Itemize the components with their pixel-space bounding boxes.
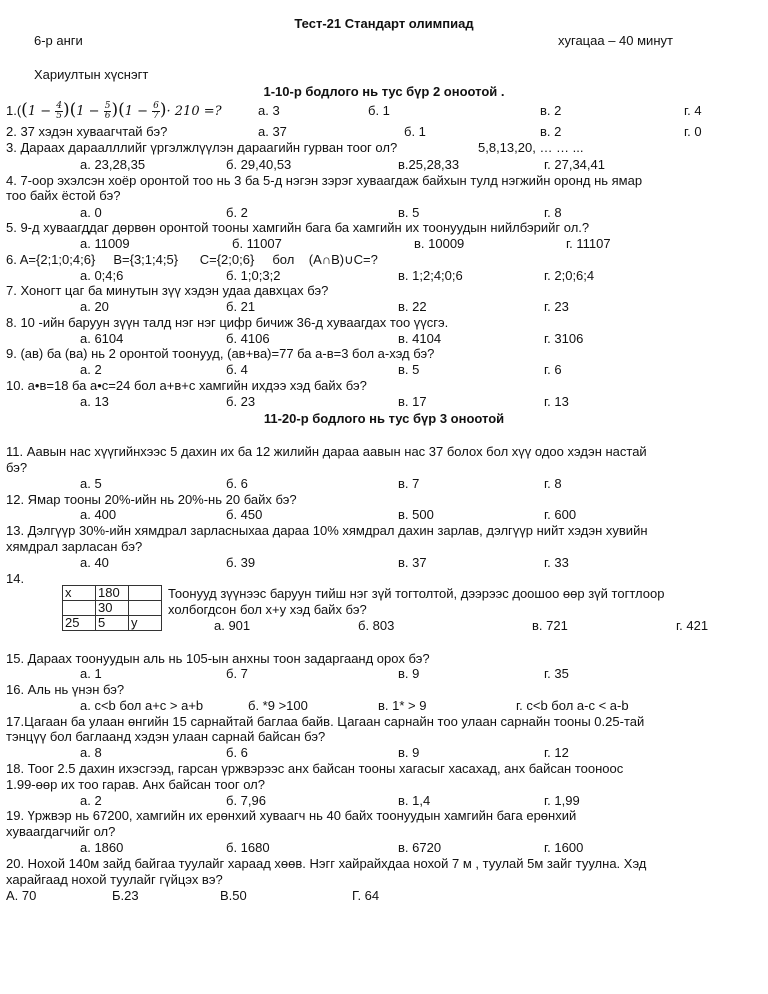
q9-option-d: г. 6 [544,362,562,377]
q7-option-d: г. 23 [544,299,569,314]
q8-option-b: б. 4106 [226,331,270,346]
q2-option-b: б. 1 [404,124,426,139]
q4-option-a: а. 0 [80,205,102,220]
q6-option-b: б. 1;0;3;2 [226,268,281,283]
grid-cell: x [63,586,96,601]
question-15: 15. Дараах тоонуудын аль нь 105-ын анхны тоон задаргаанд орох бэ? [6,651,430,666]
question-7: 7. Хоногт цаг ба минутын зүү хэдэн удаа давхцах бэ? [6,283,329,298]
question-10: 10. а•в=18 ба а•с=24 бол а+в+с хамгийн ихдээ хэд байх бэ? [6,378,367,393]
grade-label: 6-р анги [34,33,83,48]
q15-option-c: в. 9 [398,666,420,681]
q14-option-d: г. 421 [676,618,709,633]
grid-cell [129,601,162,616]
q15-option-b: б. 7 [226,666,248,681]
question-14-cont: холбогдсон бол x+y хэд байх бэ? [168,602,367,617]
q10-option-b: б. 23 [226,394,256,409]
q12-option-d: г. 600 [544,507,577,522]
q12-option-a: а. 400 [80,507,117,522]
q12-option-c: в. 500 [398,507,434,522]
question-18-cont: 1.99-өөр их тоо гарав. Анх байсан тоог ол? [6,777,265,792]
q6-option-c: в. 1;2;4;0;6 [398,268,463,283]
q3-option-a: а. 23,28,35 [80,157,146,172]
q14-option-a: а. 901 [214,618,251,633]
q20-option-c: В.50 [220,888,247,903]
q20-option-a: А. 70 [6,888,37,903]
q19-option-d: г. 1600 [544,840,584,855]
question-11: 11. Аавын нас хүүгийнхээс 5 дахин их ба 12 жилийн дараа аавын нас 37 болох бол хүү одоо хэдэн настай [6,444,647,459]
grid-cell: y [129,616,162,631]
question-8: 8. 10 -ийн баруун зүүн талд нэг нэг цифр бичиж 36-д хуваагдах тоо үүсгэ. [6,315,449,330]
q11-option-c: в. 7 [398,476,420,491]
answer-sheet-label: Хариултын хүснэгт [34,67,149,82]
q11-option-d: г. 8 [544,476,562,491]
q3-option-c: в.25,28,33 [398,157,460,172]
q17-option-c: в. 9 [398,745,420,760]
question-5: 5. 9-д хуваагддаг дөрвөн оронтой тооны хамгийн бага ба хамгийн их тоонуудын нийлбэрийг ол.? [6,220,590,235]
question-6: 6. A={2;1;0;4;6} B={3;1;4;5} C={2;0;6} бол (A∩B)∪C=? [6,252,378,267]
q19-option-b: б. 1680 [226,840,270,855]
q3-option-d: г. 27,34,41 [544,157,605,172]
q7-option-c: в. 22 [398,299,427,314]
q13-option-b: б. 39 [226,555,256,570]
question-4-cont: тоо байх ёстой бэ? [6,188,121,203]
q16-option-d: г. c<b бол a-c < a-b [516,698,629,713]
q4-option-b: б. 2 [226,205,248,220]
q2-option-a: а. 37 [258,124,287,139]
q9-option-a: а. 2 [80,362,102,377]
question-12: 12. Ямар тооны 20%-ийн нь 20%-нь 20 байх бэ? [6,492,297,507]
question-14: 14. [6,571,25,586]
question-4: 4. 7-оор эхэлсэн хоёр оронтой тоо нь 3 ба 5-д нэгэн зэрэг хуваагдаж байхын тулд нэгжийн оронд нь ямар [6,173,643,188]
q4-option-c: в. 5 [398,205,420,220]
q3-sequence: 5,8,13,20, … … ... [478,140,584,155]
grid-cell [129,586,162,601]
grid-cell: 5 [96,616,129,631]
q17-option-b: б. 6 [226,745,248,760]
question-16: 16. Аль нь үнэн бэ? [6,682,125,697]
q18-option-a: а. 2 [80,793,102,808]
q17-option-d: г. 12 [544,745,569,760]
q7-option-b: б. 21 [226,299,256,314]
q4-option-d: г. 8 [544,205,562,220]
q3-option-b: б. 29,40,53 [226,157,292,172]
q17-option-a: а. 8 [80,745,102,760]
q8-option-c: в. 4104 [398,331,442,346]
q2-option-d: г. 0 [684,124,702,139]
q15-option-d: г. 35 [544,666,569,681]
q1-option-d: г. 4 [684,103,702,118]
q6-option-d: г. 2;0;6;4 [544,268,595,283]
duration-label: хугацаа – 40 минут [558,33,673,48]
q9-option-b: б. 4 [226,362,248,377]
fraction-6-7: $\frac{6}{7}$ [153,101,159,122]
q10-option-a: а. 13 [80,394,109,409]
grid-cell: 180 [96,586,129,601]
q6-option-a: а. 0;4;6 [80,268,124,283]
grid-cell [63,601,96,616]
fraction-5-6: $\frac{5}{6}$ [104,101,111,122]
q1-option-c: в. 2 [540,103,562,118]
question-2: 2. 37 хэдэн хуваагчтай бэ? [6,124,168,139]
q7-option-a: а. 20 [80,299,109,314]
q2-option-c: в. 2 [540,124,562,139]
q16-option-b: б. *9 >100 [248,698,308,713]
question-1: 1.((1 − $\frac{4}{5}$ )(1 − $\frac{5}{6}$ )(1 − $\frac{6}{7}$ )· 210 =? [6,100,222,122]
q5-option-a: а. 11009 [80,236,130,251]
q14-option-b: б. 803 [358,618,395,633]
q9-option-c: в. 5 [398,362,420,377]
q18-option-d: г. 1,99 [544,793,580,808]
question-17-cont: тэнцүү бол баглаанд хэдэн улаан сарнай байсан бэ? [6,729,326,744]
grid-cell: 30 [96,601,129,616]
question-11-cont: бэ? [6,460,28,475]
question-13: 13. Дэлгүүр 30%-ийн хямдрал зарласныхаа дараа 10% хямдрал дахин зарлав, дэлгүүр нийт хэдэн хувийн [6,523,648,538]
question-9: 9. (ав) ба (ва) нь 2 оронтой тоонууд, (ав+ва)=77 ба а-в=3 бол а-хэд бэ? [6,346,435,361]
q5-option-d: г. 11107 [566,236,611,251]
question-18: 18. Тоог 2.5 дахин ихэсгээд, гарсан үржвэрээс анх байсан тооны хагасыг хасахад, анх байсан тооноос [6,761,624,776]
q16-option-a: а. c<b бол a+c > a+b [80,698,204,713]
grid-row [63,586,162,601]
q10-option-c: в. 17 [398,394,427,409]
grid-cell: 25 [63,616,96,631]
question-20-cont: харайгаад нохой туулайг гүйцэх вэ? [6,872,223,887]
q10-option-d: г. 13 [544,394,569,409]
grid-row [63,601,162,616]
section-heading-2: 11-20-р бодлого нь тус бүр 3 оноотой [263,411,505,426]
q19-option-c: в. 6720 [398,840,442,855]
question-20: 20. Нохой 140м зайд байгаа туулайг хараад хөөв. Нэгг хайрайхдаа нохой 7 м , туулай 5м зайг туулна. Хэд [6,856,647,871]
question-14-text: Тоонууд зүүнээс баруун тийш нэг зүй тогтолтой, дээрээс доошоо өөр зүй тогтлоор [168,586,665,601]
q13-option-d: г. 33 [544,555,569,570]
question-19: 19. Үржвэр нь 67200, хамгийн их ерөнхий хуваагч нь 40 байх тоонуудын хамгийн бага ерөнхий [6,808,577,823]
q1-option-a: а. 3 [258,103,280,118]
fraction-4-5: $\frac{4}{5}$ [56,101,62,122]
question-19-cont: хуваагдагчийг ол? [6,824,116,839]
grid-row [63,616,162,631]
section-heading-1: 1-10-р бодлого нь тус бүр 2 оноотой . [263,84,505,99]
question-3: 3. Дараах дараалллийг үргэлжлүүлэн дараагийн гурван тоог ол? [6,140,398,155]
q8-option-d: г. 3106 [544,331,584,346]
q16-option-c: в. 1* > 9 [378,698,427,713]
q20-option-b: Б.23 [112,888,139,903]
q11-option-b: б. 6 [226,476,248,491]
question-13-cont: хямдрал зарласан бэ? [6,539,143,554]
q5-option-c: в. 10009 [414,236,465,251]
q18-option-c: в. 1,4 [398,793,431,808]
q1-option-b: б. 1 [368,103,390,118]
q14-option-c: в. 721 [532,618,568,633]
question-17: 17.Цагаан ба улаан өнгийн 15 сарнайтай баглаа байв. Цагаан сарнайн тоо улаан сарнайн тооны 0.25-тай [6,714,645,729]
q8-option-a: а. 6104 [80,331,124,346]
q20-option-d: Г. 64 [352,888,380,903]
q15-option-a: а. 1 [80,666,102,681]
q13-option-a: а. 40 [80,555,109,570]
q11-option-a: а. 5 [80,476,102,491]
number-grid [62,585,162,631]
q19-option-a: а. 1860 [80,840,124,855]
q18-option-b: б. 7,96 [226,793,266,808]
q13-option-c: в. 37 [398,555,427,570]
page-title: Тест-21 Стандарт олимпиад [294,16,474,31]
q5-option-b: б. 11007 [232,236,282,251]
q12-option-b: б. 450 [226,507,263,522]
